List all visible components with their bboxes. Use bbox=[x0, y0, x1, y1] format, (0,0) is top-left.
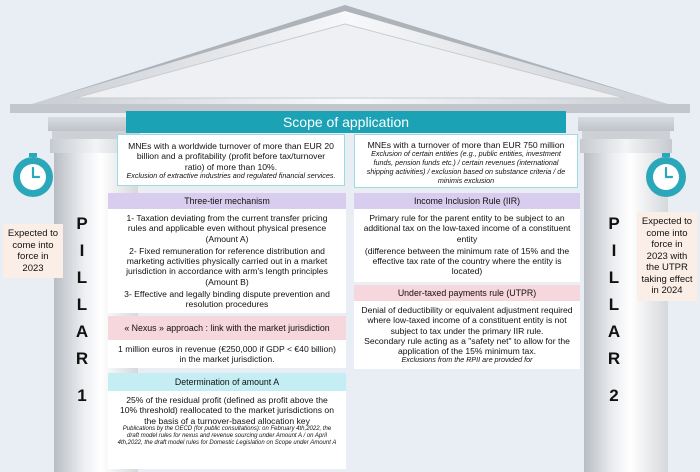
amount-a-header: Determination of amount A bbox=[108, 373, 346, 391]
pillar-1-label: P I L L A R 1 bbox=[75, 214, 89, 405]
pillar-2-scope: MNEs with a turnover of more than EUR 750 million Exclusion of certain entities (e.g., public entities, investment funds, pension funds etc.) / certain revenues (international shipping activities) / exclusion based on substance criteria / de minimis exclusion bbox=[354, 134, 578, 188]
pillar-2-label: P I L L A R 2 bbox=[607, 214, 621, 405]
pillar-1-scope: MNEs with a worldwide turnover of more than EUR 20 billion and a profitability (profit before tax/turnover ratio) of more than 10%. Exclusion of extractive industries and regulated financial services. bbox=[117, 134, 345, 186]
amount-a-body: 25% of the residual profit (defined as profit above the 10% threshold) reallocated to the market jurisdictions on the basis of a turnover-based allocation key Publications by the OECD (for public consultations): on February 4th,2022, the draft model rules for nexus and revenue sourcing under Amount A / on April 4th,2022, the draft model rules for Domestic Legislation on Scope under Amount A bbox=[108, 391, 346, 469]
pillar-1-timing-note: Expected to come into force in 2023 bbox=[3, 224, 63, 278]
three-tier-header: Three-tier mechanism bbox=[108, 193, 346, 209]
utpr-body: Denial of deductibility or equivalent adjustment required where low-taxed income of a constituent entity is not subject to tax under the primary IIR rule. Secondary rule acting as a "safety net" to allow for the application of the 15% minimum tax. Exclusions from the RPII are provided for bbox=[354, 301, 580, 369]
stopwatch-icon bbox=[8, 150, 58, 200]
stopwatch-icon bbox=[641, 150, 691, 200]
temple-roof bbox=[0, 0, 700, 115]
scope-banner: Scope of application bbox=[126, 111, 566, 133]
utpr-header: Under-taxed payments rule (UTPR) bbox=[354, 285, 580, 301]
iir-body: Primary rule for the parent entity to be subject to an additional tax on the low-taxed income of a constituent entity (difference between the minimum rate of 15% and the effective tax rate of the country where the entity is located) bbox=[354, 209, 580, 282]
nexus-body: 1 million euros in revenue (€250,000 if GDP < €40 billion) in the market jurisdiction. bbox=[108, 340, 346, 368]
pillar-2-timing-note: Expected to come into force in 2023 with the UTPR taking effect in 2024 bbox=[637, 212, 697, 301]
three-tier-body: 1- Taxation deviating from the current transfer pricing rules and applicable even without physical presence (Amount A) 2- Fixed remuneration for reference distribution and marketing activities physically carried out in a market jurisdiction in accordance with arm's length principles (Amount B) 3- Effective and legally binding dispute prevention and resolution procedures bbox=[108, 209, 346, 313]
nexus-header: « Nexus » approach : link with the market jurisdiction bbox=[108, 316, 346, 340]
iir-header: Income Inclusion Rule (IIR) bbox=[354, 193, 580, 209]
